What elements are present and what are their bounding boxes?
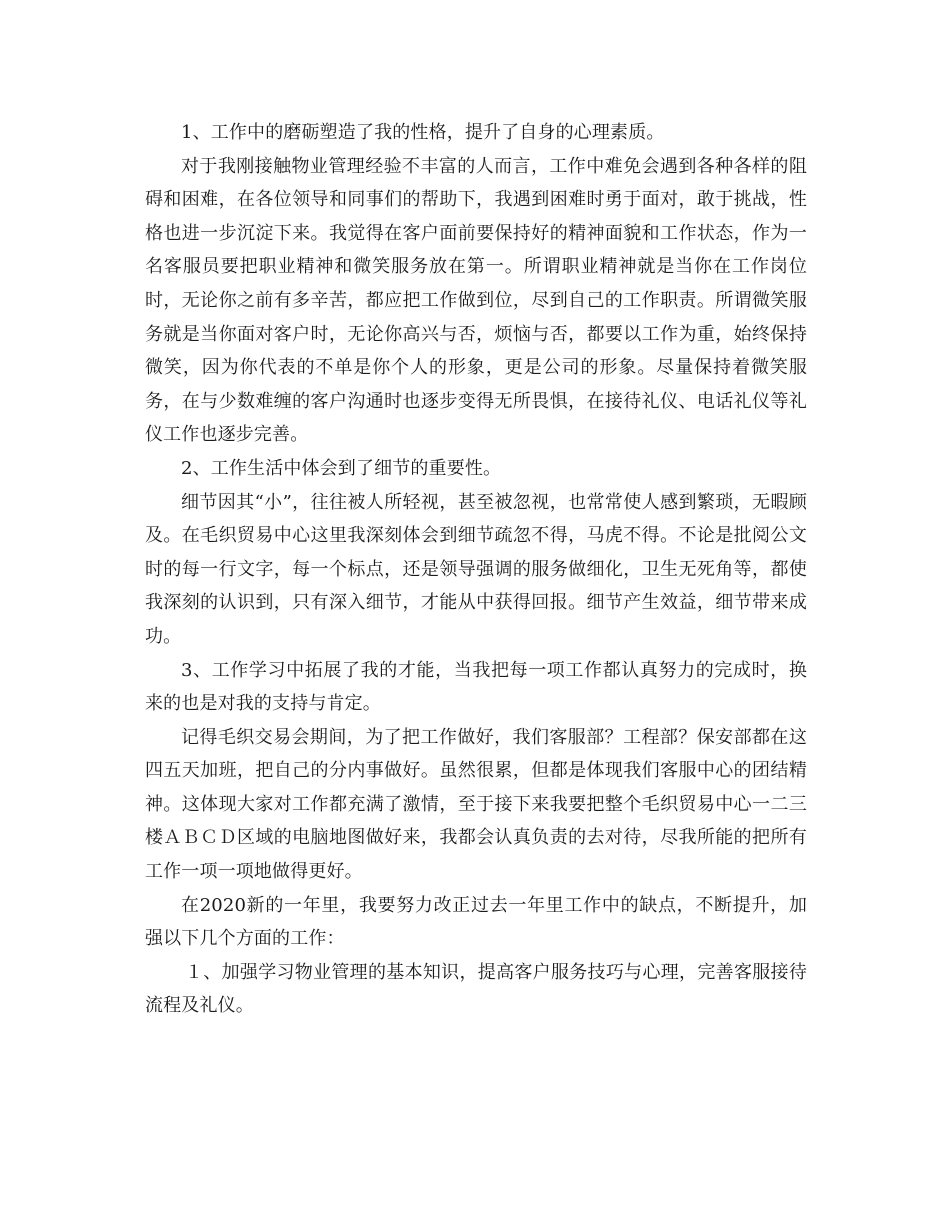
paragraph-section-3-heading: 3、工作学习中拓展了我的才能，当我把每一项工作都认真努力的完成时，换来的也是对我的支持与肯定。 [145,659,807,715]
paragraph-plan-item-1: １、加强学习物业管理的基本知识，提高客户服务技巧与心理，完善客服接待流程及礼仪。 [145,961,807,1017]
paragraph-new-year-plan: 在2020新的一年里，我要努力改正过去一年里工作中的缺点，不断提升，加强以下几个方面的工作： [145,894,807,950]
paragraph-section-1-heading: 1、工作中的磨砺塑造了我的性格，提升了自身的心理素质。 [181,122,665,143]
paragraph-section-2-heading: 2、工作生活中体会到了细节的重要性。 [181,457,502,479]
document-body [145,116,807,1023]
paragraph-section-1-body: 对于我刚接触物业管理经验不丰富的人而言，工作中难免会遇到各种各样的阻碍和困难，在各位领导和同事们的帮助下，我遇到困难时勇于面对，敢于挑战，性格也进一步沉淀下来。我觉得在客户面前要保持好的精神面貌和工作状态，作为一名客服员要把职业精神和微笑服务放在第一。所谓职业精神就是当你在工作岗位时，无论你之前有多辛苦，都应把工作做到位，尽到自己的工作职责。所谓微笑服务就是当你面对客户时，无论你高兴与否，烦恼与否，都要以工作为重，始终保持微笑，因为你代表的不单是你个人的形象，更是公司的形象。尽量保持着微笑服务，在与少数难缠的客户沟通时也逐步变得无所畏惧，在接待礼仪、电话礼仪等礼仪工作也逐步完善。 [145,155,807,446]
paragraph-section-2-body: 细节因其“小”，往往被人所轻视，甚至被忽视，也常常使人感到繁琐，无暇顾及。在毛织贸易中心这里我深刻体会到细节疏忽不得，马虎不得。不论是批阅公文时的每一行文字，每一个标点，还是领导强调的服务做细化，卫生无死角等，都使我深刻的认识到，只有深入细节，才能从中获得回报。细节产生效益，细节带来成功。 [145,491,807,647]
paragraph-section-3-body: 记得毛织交易会期间，为了把工作做好，我们客服部？工程部？保安部都在这四五天加班，把自己的分内事做好。虽然很累，但都是体现我们客服中心的团结精神。这体现大家对工作都充满了激情，至于接下来我要把整个毛织贸易中心一二三楼ＡＢＣＤ区域的电脑地图做好来，我都会认真负责的去对待，尽我所能的把所有工作一项一项地做得更好。 [145,726,807,883]
